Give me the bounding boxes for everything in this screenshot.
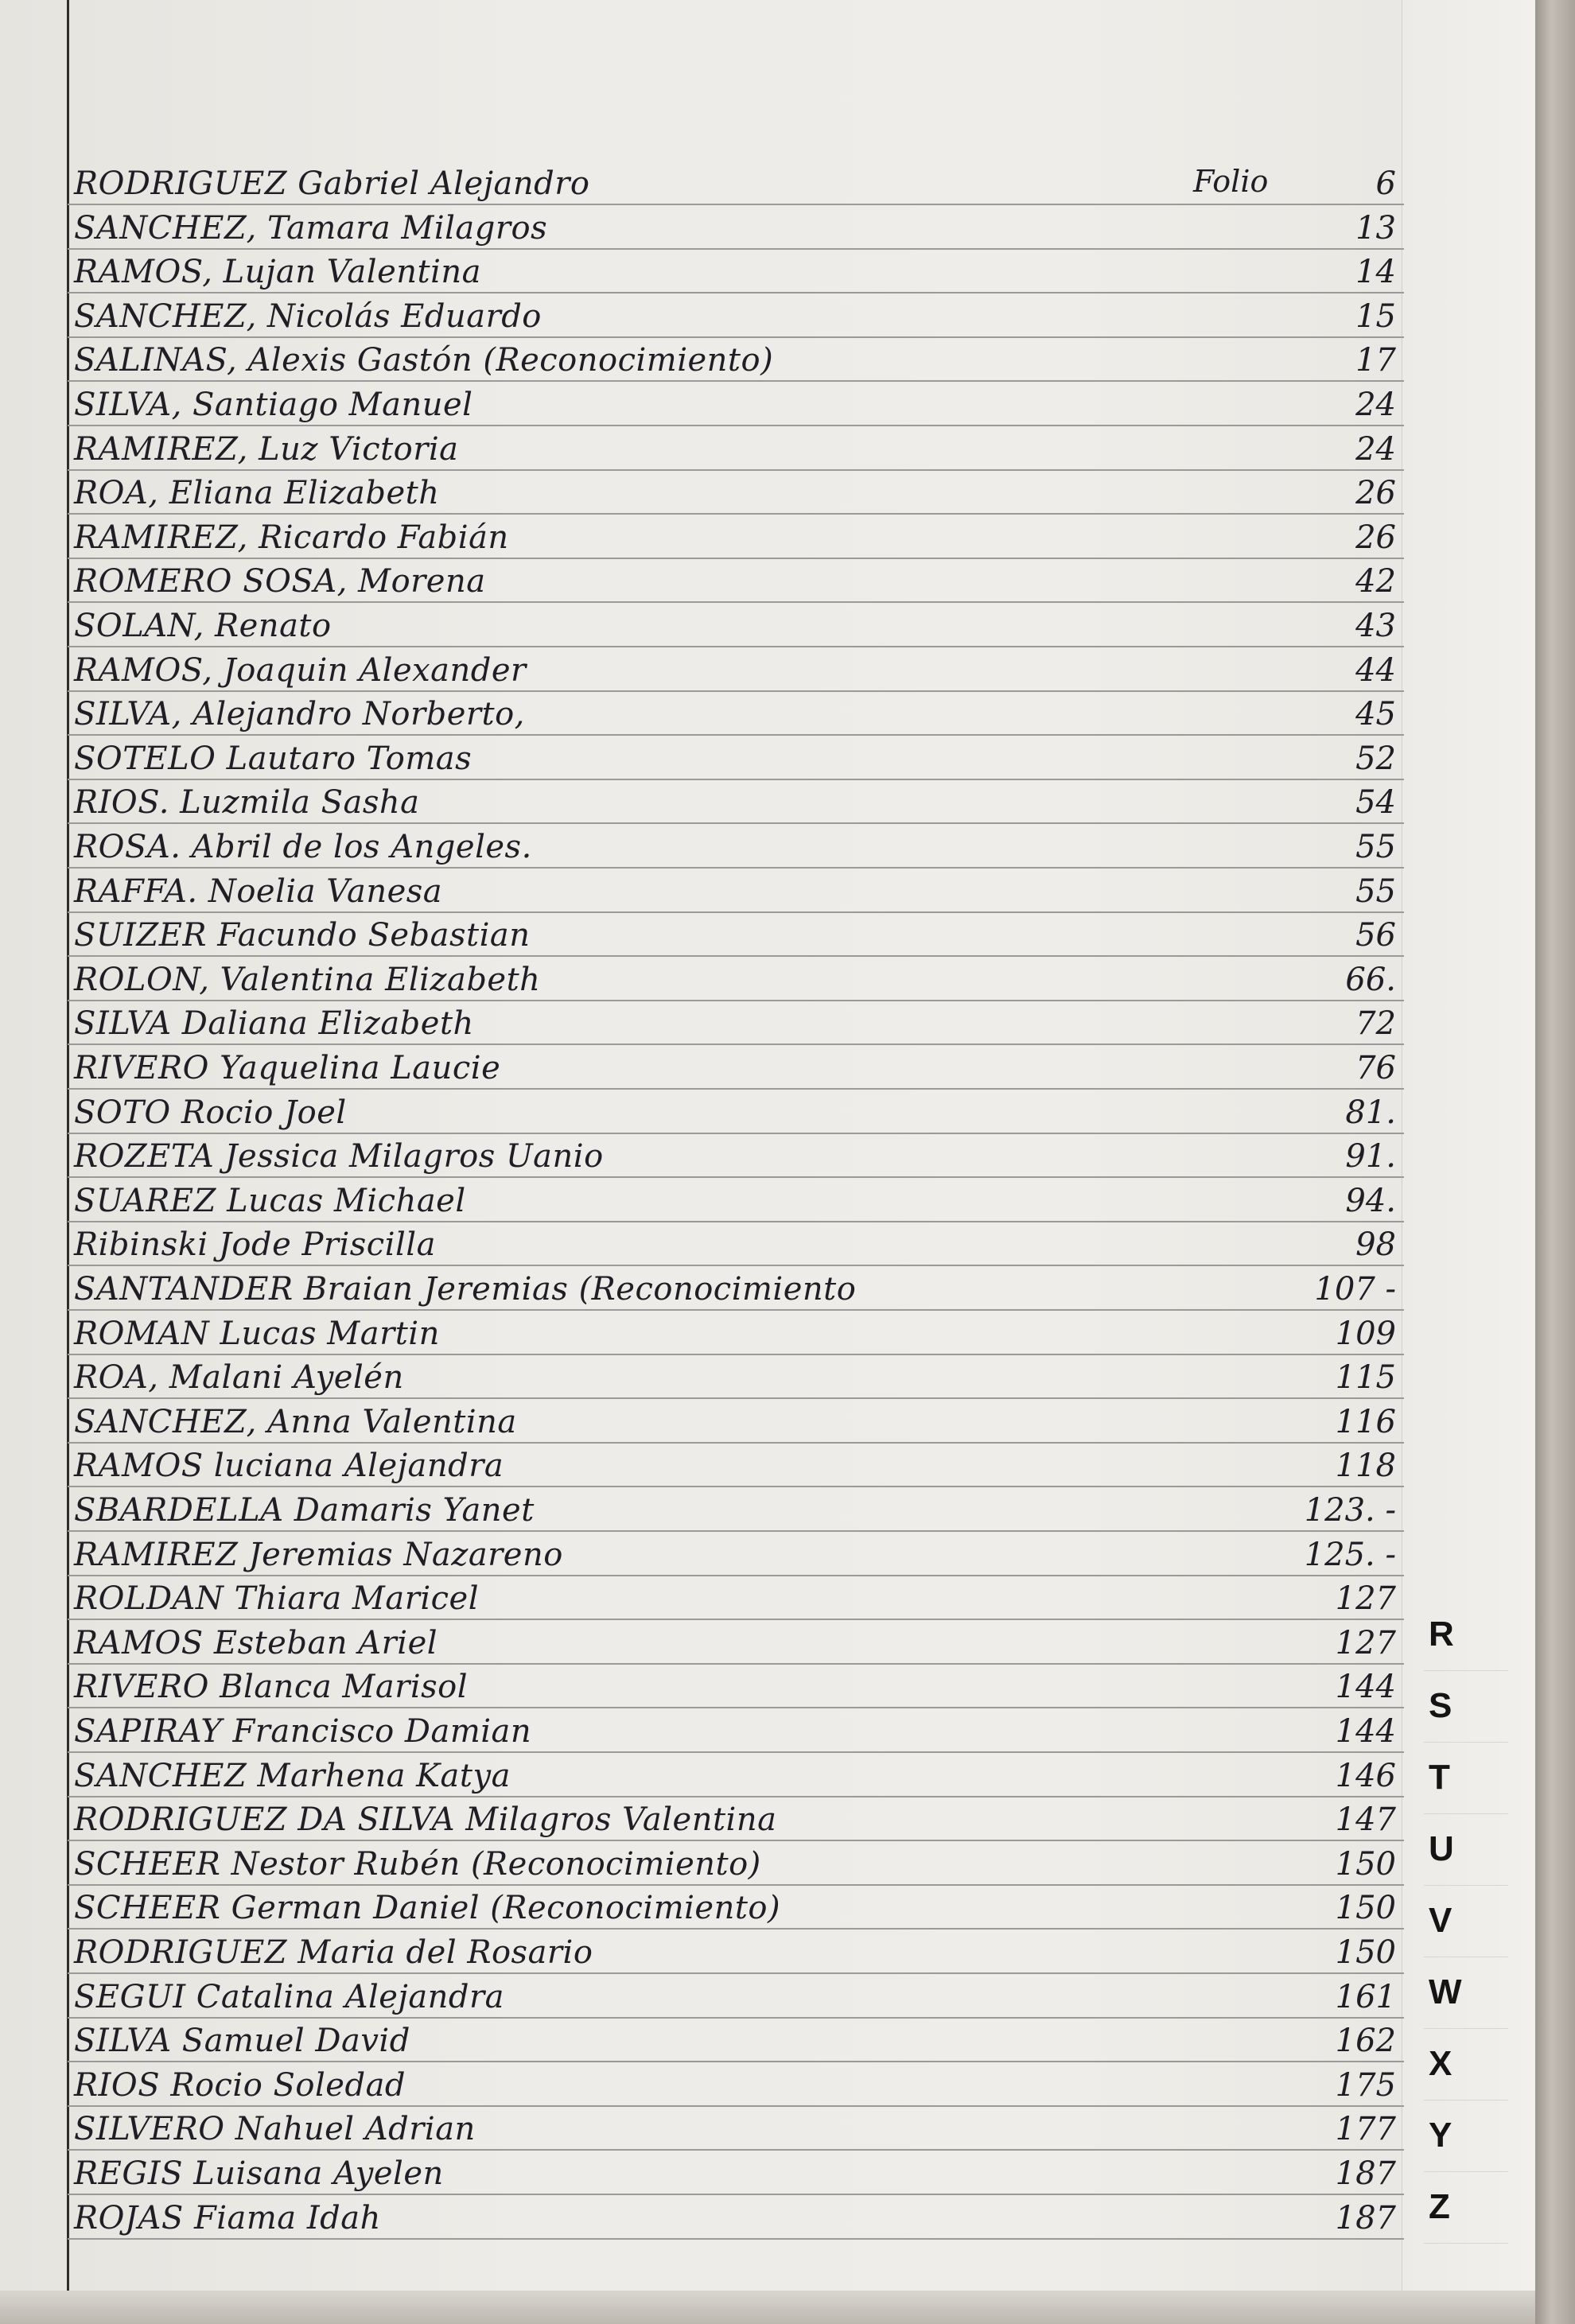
alphabet-tabs (1424, 1599, 1519, 2235)
entry-name: REGIS Luisana Ayelen (74, 2155, 444, 2192)
entry-name: SOTO Rocio Joel (74, 1094, 347, 1131)
ledger-row (68, 1043, 1404, 1090)
entry-folio: 127 (1335, 1624, 1396, 1661)
entry-folio: 55 (1355, 872, 1396, 910)
entry-folio: 107 - (1314, 1271, 1396, 1308)
entry-name: SBARDELLA Damaris Yanet (74, 1492, 535, 1529)
index-tab-y[interactable]: Y (1424, 2100, 1508, 2172)
ledger-row (68, 2104, 1404, 2151)
ledger-row (68, 778, 1404, 824)
ledger-row (68, 1928, 1404, 1974)
entry-name: SILVERO Nahuel Adrian (74, 2111, 476, 2148)
ledger-row (68, 513, 1404, 559)
entry-name: SCHEER Nestor Rubén (Reconocimiento) (74, 1845, 761, 1883)
ledger-row (68, 247, 1404, 293)
ledger-row (68, 2149, 1404, 2195)
ledger-row (68, 1176, 1404, 1222)
ledger-row (68, 1574, 1404, 1620)
entry-name: RIOS Rocio Soledad (74, 2066, 406, 2104)
ledger-row (68, 1397, 1404, 1444)
ledger-row (68, 1972, 1404, 2019)
entry-name: SALINAS, Alexis Gastón (Reconocimiento) (74, 342, 774, 379)
entry-folio: 26 (1355, 475, 1396, 512)
ledger-row (68, 911, 1404, 957)
entry-folio: 42 (1355, 563, 1396, 600)
entry-folio: 72 (1355, 1005, 1396, 1043)
ledger-row (68, 1132, 1404, 1178)
ledger-row (68, 999, 1404, 1045)
entry-folio: 150 (1335, 1934, 1396, 1971)
index-tab-r[interactable]: R (1424, 1599, 1508, 1671)
ledger-row (68, 690, 1404, 736)
entry-name: ROZETA Jessica Milagros Uanio (74, 1138, 604, 1176)
entry-name: SANCHEZ, Anna Valentina (74, 1403, 517, 1440)
entry-name: SCHEER German Daniel (Reconocimiento) (74, 1890, 781, 1927)
entry-name: ROLON, Valentina Elizabeth (74, 961, 541, 998)
entry-folio: 55 (1355, 829, 1396, 865)
entry-folio: 44 (1355, 651, 1396, 689)
entry-folio: 13 (1355, 209, 1396, 247)
ledger-row (68, 159, 1404, 205)
entry-folio: 109 (1335, 1315, 1396, 1352)
entry-name: SILVA Samuel David (74, 2023, 410, 2060)
entry-folio: 147 (1335, 1801, 1396, 1839)
ledger-row (68, 1530, 1404, 1576)
ledger-row (68, 2194, 1404, 2240)
entry-name: ROJAS Fiama Idah (74, 2199, 381, 2237)
ledger-row (68, 1441, 1404, 1487)
entry-name: RAMOS Esteban Ariel (74, 1624, 438, 1661)
entry-name: RAMIREZ, Luz Victoria (74, 430, 459, 468)
ledger-row (68, 468, 1404, 515)
ledger-row (68, 557, 1404, 603)
ledger-row (68, 1265, 1404, 1311)
entry-name: ROMAN Lucas Martin (74, 1315, 440, 1352)
entry-folio: 118 (1335, 1448, 1396, 1485)
entry-folio: 98 (1355, 1226, 1396, 1264)
entry-name: ROMERO SOSA, Morena (74, 563, 486, 600)
entry-name: SANCHEZ, Nicolás Eduardo (74, 297, 542, 335)
entry-folio: 24 (1355, 430, 1396, 468)
ledger-row (68, 1486, 1404, 1532)
ledger-row (68, 734, 1404, 780)
entry-folio: 187 (1335, 2199, 1396, 2237)
page-bottom-edge (0, 2291, 1535, 2324)
entry-folio: 24 (1355, 387, 1396, 423)
entry-name: RAMOS luciana Alejandra (74, 1448, 504, 1485)
entry-name: SANTANDER Braian Jeremias (Reconocimiento (74, 1271, 857, 1308)
entry-name: SAPIRAY Francisco Damian (74, 1713, 532, 1750)
entry-folio: 56 (1355, 917, 1396, 954)
entry-folio: 177 (1335, 2111, 1396, 2148)
entry-name: RODRIGUEZ Gabriel Alejandro (74, 165, 590, 202)
entry-folio: 125. - (1304, 1536, 1396, 1573)
entry-folio: 144 (1335, 1669, 1396, 1706)
entry-name: RODRIGUEZ DA SILVA Milagros Valentina (74, 1801, 777, 1839)
index-tab-u[interactable]: U (1424, 1813, 1508, 1886)
entry-name: SILVA, Santiago Manuel (74, 387, 473, 423)
entry-folio: 94. (1345, 1182, 1396, 1219)
entry-folio: 127 (1335, 1580, 1396, 1618)
entry-folio: 150 (1335, 1890, 1396, 1927)
ledger-row (68, 955, 1404, 1001)
entry-name: Ribinski Jode Priscilla (74, 1226, 436, 1264)
entry-folio: 76 (1355, 1050, 1396, 1086)
entry-name: SOLAN, Renato (74, 608, 332, 644)
ledger-row (68, 380, 1404, 426)
entry-name: SEGUI Catalina Alejandra (74, 1978, 505, 2015)
ledger-row (68, 2016, 1404, 2062)
entry-name: SUAREZ Lucas Michael (74, 1182, 466, 1219)
entry-folio: 17 (1355, 342, 1396, 379)
entry-folio: 115 (1335, 1359, 1396, 1397)
ledger-row (68, 292, 1404, 338)
entry-folio: 144 (1335, 1713, 1396, 1750)
entry-name: ROA, Eliana Elizabeth (74, 475, 440, 512)
index-tab-w[interactable]: W (1424, 1957, 1508, 2029)
ledger-row (68, 336, 1404, 382)
entry-folio: 26 (1355, 519, 1396, 556)
ledger-row (68, 1795, 1404, 1841)
ledger-entries (68, 0, 1404, 2291)
entry-name: SANCHEZ Marhena Katya (74, 1757, 511, 1794)
entry-name: SILVA, Alejandro Norberto, (74, 696, 525, 733)
ledger-row (68, 1707, 1404, 1753)
entry-name: RIVERO Yaquelina Laucie (74, 1050, 501, 1086)
ledger-row (68, 867, 1404, 913)
index-tab-v[interactable]: V (1424, 1885, 1508, 1957)
book-edge (1535, 0, 1575, 2324)
entry-folio: 81. (1345, 1094, 1396, 1131)
entry-folio: 15 (1355, 297, 1396, 335)
entry-folio: 52 (1355, 740, 1396, 777)
ledger-row (68, 1883, 1404, 1930)
index-tab-x[interactable]: X (1424, 2028, 1508, 2101)
entry-folio: 6 (1375, 165, 1396, 202)
entry-folio: 54 (1355, 784, 1396, 822)
entry-name: RAMOS, Lujan Valentina (74, 254, 481, 291)
entry-name: RAMIREZ, Ricardo Fabián (74, 519, 509, 556)
entry-folio: 161 (1335, 1978, 1396, 2015)
index-tab-t[interactable]: T (1424, 1742, 1508, 1814)
ledger-row (68, 1088, 1404, 1134)
entry-folio: 162 (1335, 2023, 1396, 2060)
ledger-row (68, 646, 1404, 692)
entry-name: RODRIGUEZ Maria del Rosario (74, 1934, 593, 1971)
ledger-row (68, 204, 1404, 250)
entry-name: RIOS. Luzmila Sasha (74, 784, 420, 822)
index-tab-z[interactable]: Z (1424, 2171, 1508, 2244)
ledger-row (68, 1751, 1404, 1797)
entry-name: SUIZER Facundo Sebastian (74, 917, 531, 954)
entry-name: SOTELO Lautaro Tomas (74, 740, 472, 777)
ledger-row (68, 2061, 1404, 2107)
entry-folio: 91. (1345, 1138, 1396, 1176)
entry-folio: 123. - (1304, 1492, 1396, 1529)
entry-folio: 187 (1335, 2155, 1396, 2192)
entry-folio: 43 (1355, 608, 1396, 644)
entry-folio: 14 (1355, 254, 1396, 291)
entry-name: RIVERO Blanca Marisol (74, 1669, 469, 1706)
ledger-row (68, 1619, 1404, 1665)
ledger-row (68, 1662, 1404, 1708)
ledger-row (68, 1353, 1404, 1399)
entry-name: SANCHEZ, Tamara Milagros (74, 209, 548, 247)
entry-folio: 175 (1335, 2066, 1396, 2104)
entry-name: RAMIREZ Jeremias Nazareno (74, 1536, 563, 1573)
entry-name: SILVA Daliana Elizabeth (74, 1005, 474, 1043)
entry-folio: 150 (1335, 1845, 1396, 1883)
ledger-row (68, 1840, 1404, 1886)
ledger-row (68, 1309, 1404, 1355)
entry-name: ROLDAN Thiara Maricel (74, 1580, 479, 1618)
ledger-row (68, 425, 1404, 471)
folio-column-label: Folio (1193, 164, 1269, 199)
ledger-row (68, 822, 1404, 869)
index-tab-s[interactable]: S (1424, 1670, 1508, 1743)
entry-folio: 146 (1335, 1757, 1396, 1794)
entry-name: RAMOS, Joaquin Alexander (74, 651, 527, 689)
entry-name: RAFFA. Noelia Vanesa (74, 872, 443, 910)
entry-folio: 116 (1335, 1403, 1396, 1440)
ledger-row (68, 1220, 1404, 1266)
entry-folio: 66. (1345, 961, 1396, 998)
entry-name: ROSA. Abril de los Angeles. (74, 829, 532, 865)
entry-name: ROA, Malani Ayelén (74, 1359, 404, 1397)
ledger-row (68, 601, 1404, 647)
entry-folio: 45 (1355, 696, 1396, 733)
